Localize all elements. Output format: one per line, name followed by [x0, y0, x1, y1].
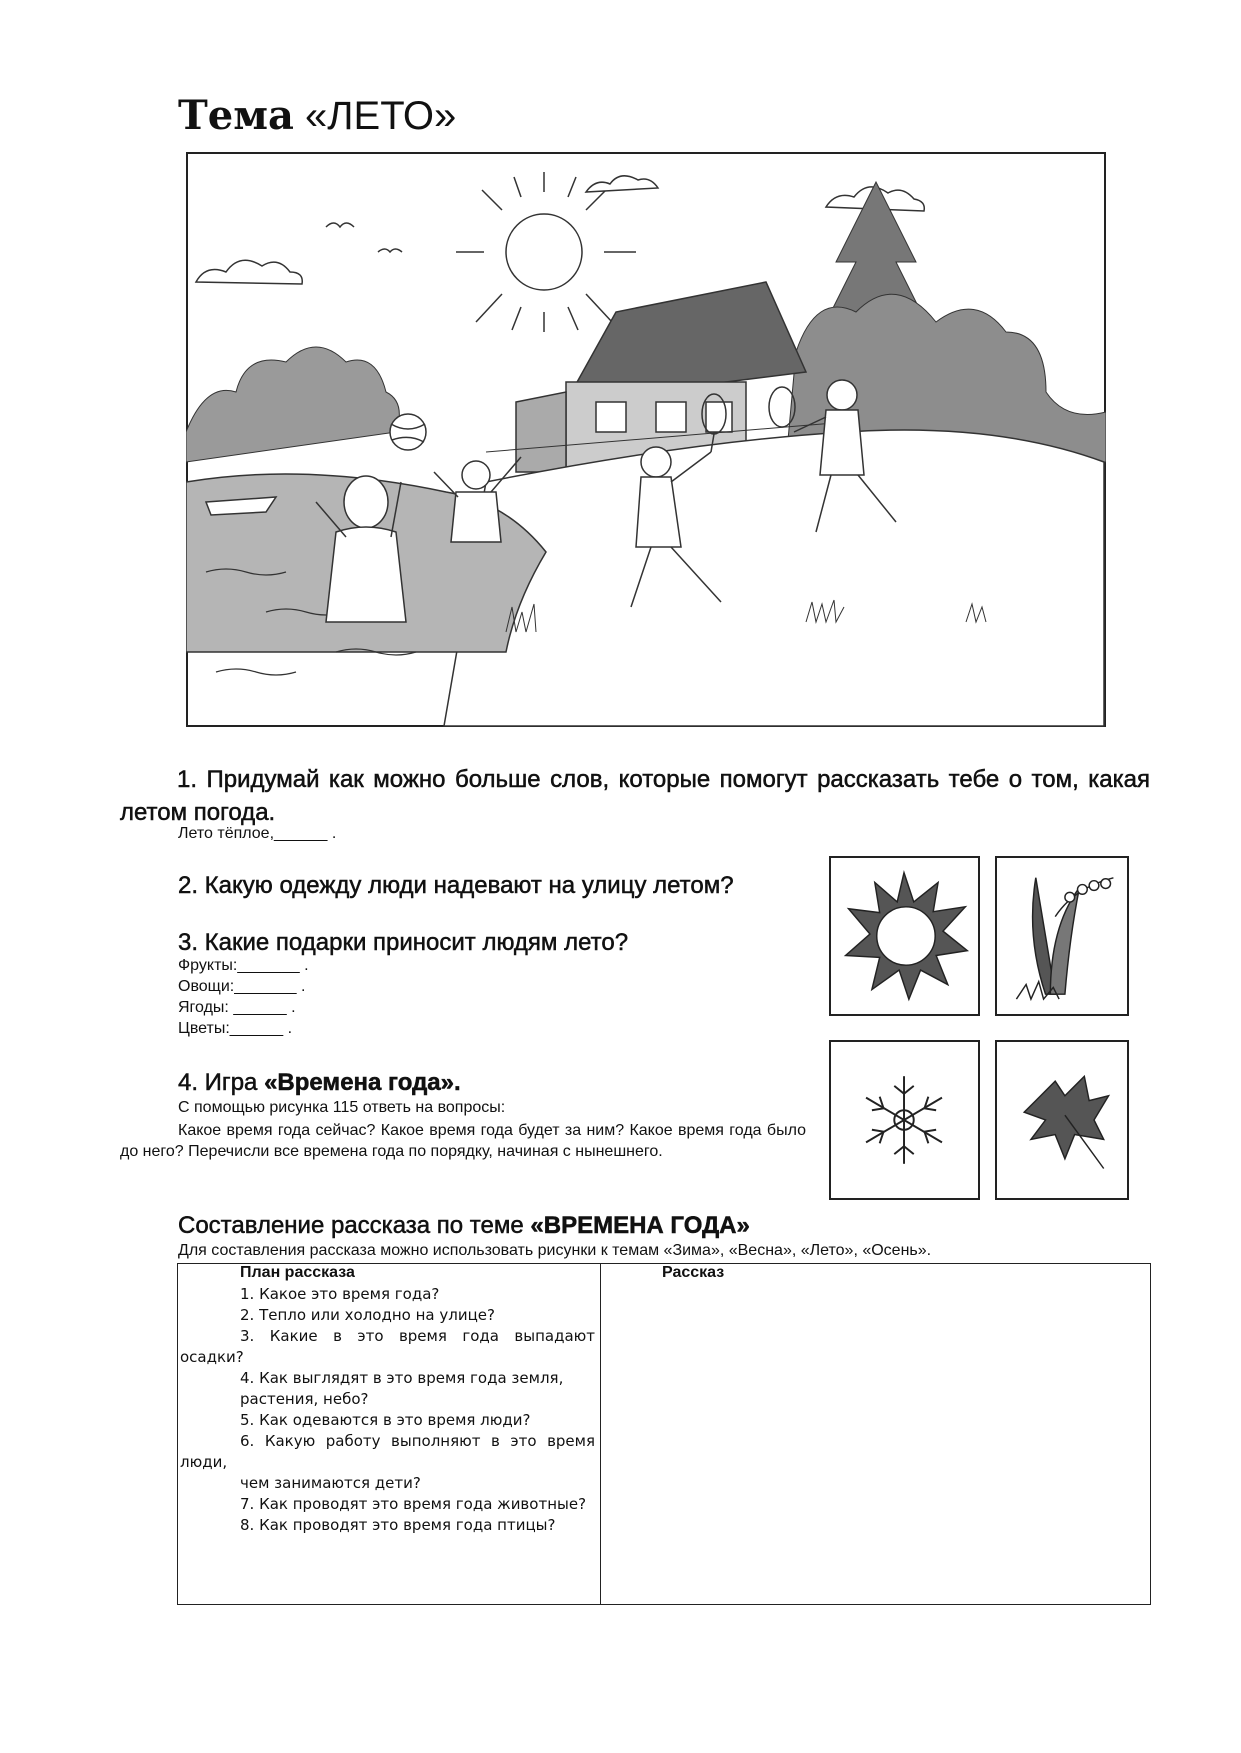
sun-picture [829, 856, 980, 1016]
question-4-intro: С помощью рисунка 115 ответь на вопросы: [178, 1099, 506, 1116]
list-item: Фрукты:_______ . [178, 957, 309, 974]
list-item: 2. Тепло или холодно на улице? [240, 1306, 495, 1324]
list-item: 4. Как выглядят в это время года земля, [240, 1369, 564, 1387]
story-column-header: Рассказ [662, 1264, 725, 1281]
list-item: чем занимаются дети? [240, 1474, 421, 1492]
list-item: 5. Как одеваются в это время люди? [240, 1411, 531, 1429]
autumn-leaf-picture [995, 1040, 1129, 1200]
list-item: 1. Какое это время года? [240, 1285, 440, 1303]
list-item: 8. Как проводят это время года птицы? [240, 1516, 556, 1534]
list-item: 7. Как проводят это время года животные? [240, 1495, 587, 1513]
question-2: 2. Какую одежду люди надевают на улицу летом? [178, 872, 734, 899]
question-4 [178, 1069, 461, 1097]
title-topic: «ЛЕТО» [305, 94, 457, 138]
question-3: 3. Какие подарки приносит людям лето? [178, 929, 629, 956]
question-3-list [178, 955, 309, 1039]
plan-items [180, 1284, 595, 1536]
story-title-prefix: Составление рассказа по теме [178, 1212, 531, 1239]
sun-icon [846, 873, 968, 1000]
list-item: Ягоды: ______ . [178, 999, 296, 1016]
question-1 [120, 763, 1150, 829]
plan-column-header: План рассказа [240, 1264, 355, 1281]
page-title [178, 92, 456, 139]
summer-scene-illustration [186, 152, 1106, 727]
list-item: Цветы:______ . [178, 1020, 293, 1037]
question-4-body: Какое время года сейчас? Какое время года будет за ним? Какое время года было до него? Перечисли все времена года по порядку, начиная с нынешнего. [120, 1122, 806, 1160]
list-item: 6. Какую работу выполняют в это время люди, [180, 1432, 595, 1471]
list-item: растения, небо? [240, 1390, 369, 1408]
title-word: Тема [178, 92, 294, 139]
question-4-text [120, 1120, 806, 1162]
snowflake-icon [866, 1076, 942, 1164]
question-4-game-name: «Времена года». [264, 1069, 461, 1096]
lily-of-the-valley-icon [1016, 878, 1113, 999]
leaf-icon [1024, 1076, 1108, 1168]
table-divider [600, 1264, 601, 1604]
snowflake-picture [829, 1040, 980, 1200]
question-1-answer: Лето тёплое,______ . [178, 825, 337, 842]
story-note: Для составления рассказа можно использовать рисунки к темам «Зима», «Весна», «Лето», «Осень». [178, 1242, 932, 1259]
list-item: Овощи:_______ . [178, 978, 306, 995]
ball-icon [390, 414, 426, 450]
question-1-text: 1. Придумай как можно больше слов, которые помогут рассказать тебе о том, какая летом погода. [120, 766, 1150, 826]
story-title-topic: «ВРЕМЕНА ГОДА» [530, 1212, 750, 1239]
story-section-title [178, 1212, 750, 1240]
list-item: 3. Какие в это время года выпадают осадки? [180, 1327, 595, 1366]
question-4-prefix: 4. Игра [178, 1069, 265, 1096]
lily-of-the-valley-picture [995, 856, 1129, 1016]
